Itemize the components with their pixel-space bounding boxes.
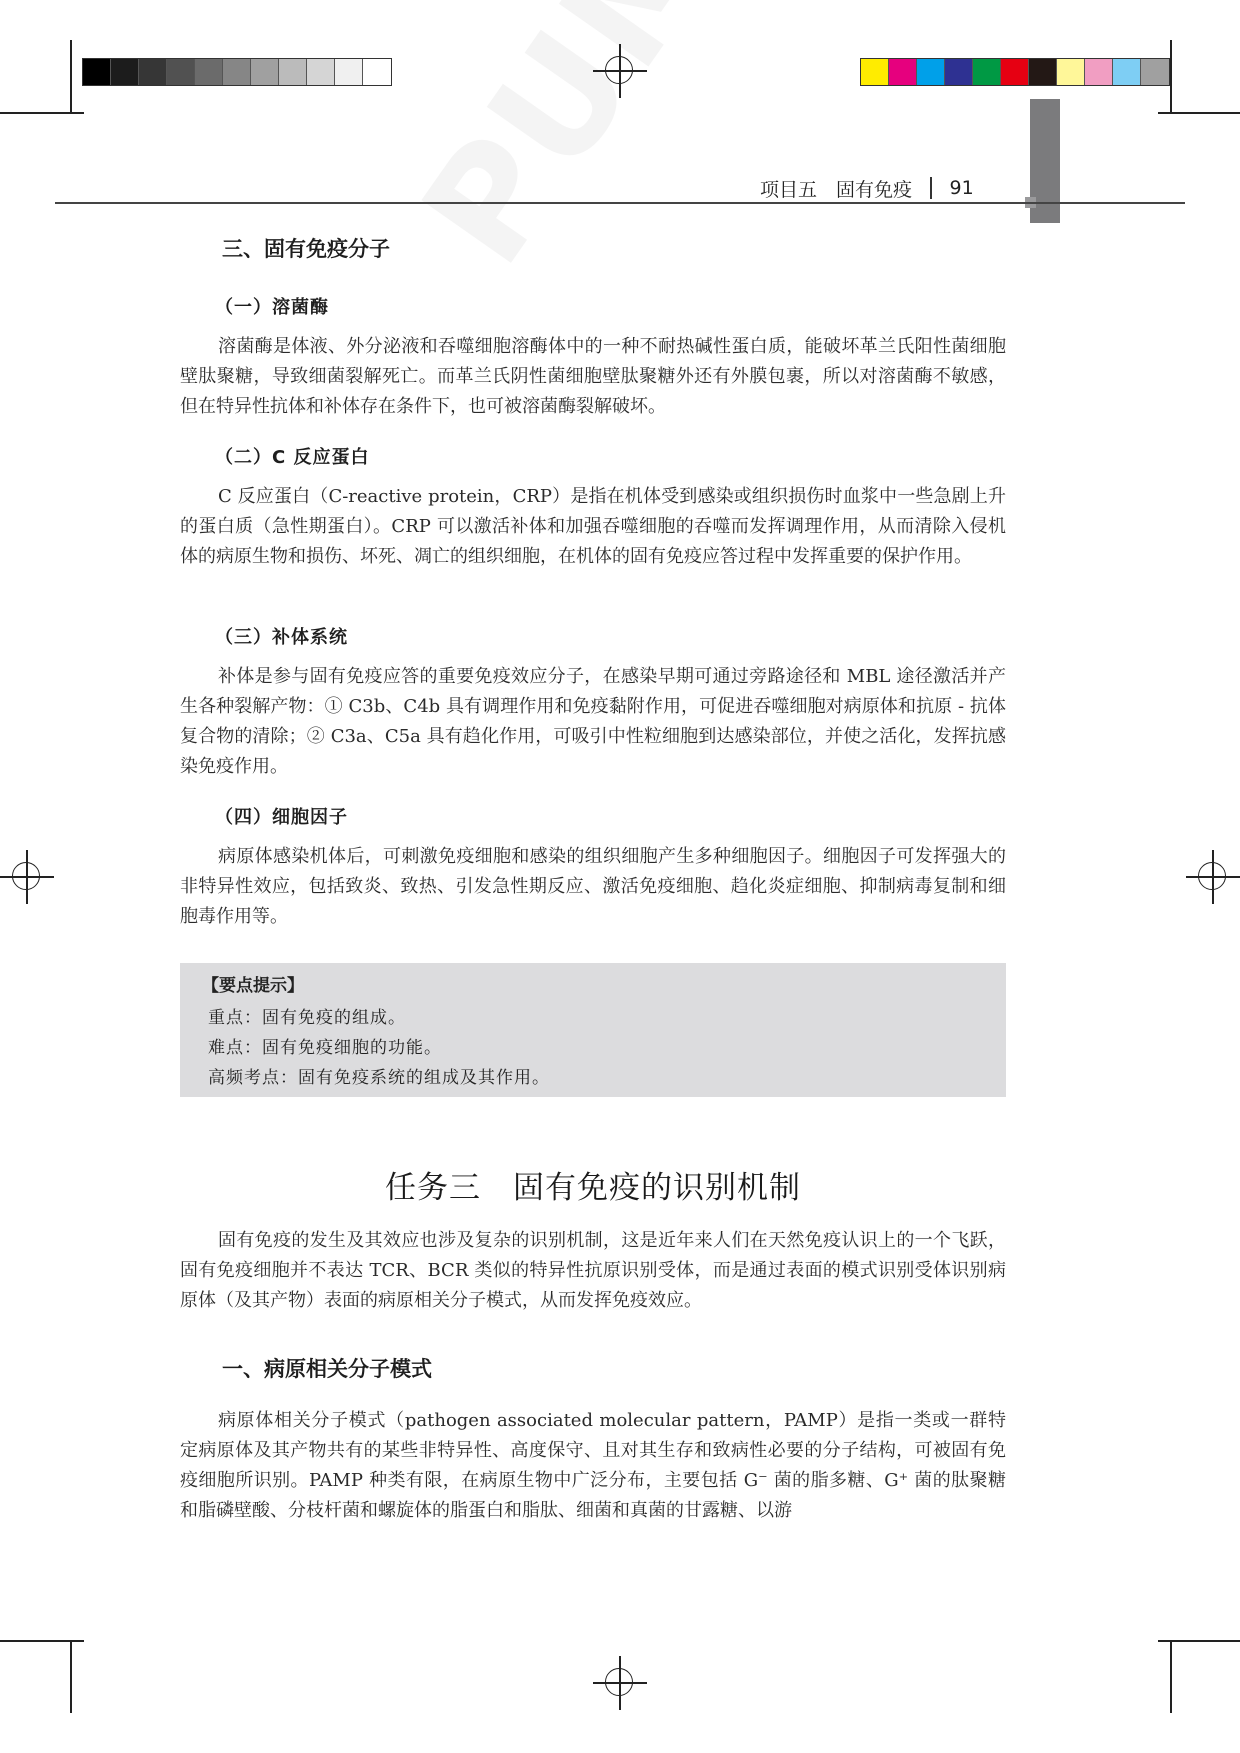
- key-point-exam: 高频考点：固有免疫系统的组成及其作用。: [208, 1068, 550, 1088]
- color-swatch-1: [861, 59, 889, 85]
- color-swatch-11: [1141, 59, 1169, 85]
- gray-swatch-1: [83, 59, 111, 85]
- paragraph-cytokines: 病原体感染机体后，可刺激免疫细胞和感染的组织细胞产生多种细胞因子。细胞因子可发挥强大的非特异性效应，包括致炎、致热、引发急性期反应、激活免疫细胞、趋化炎症细胞、抑制病毒复制和细胞毒作用等。: [180, 846, 1006, 927]
- gray-swatch-8: [279, 59, 307, 85]
- paragraph-lysozyme: 溶菌酶是体液、外分泌液和吞噬细胞溶酶体中的一种不耐热碱性蛋白质，能破坏革兰氏阳性菌细胞壁肽聚糖，导致细菌裂解死亡。而革兰氏阴性菌细胞壁肽聚糖外还有外膜包裹，所以对溶菌酶不敏感，但在特异性抗体和补体存在条件下，也可被溶菌酶裂解破坏。: [180, 336, 1006, 417]
- registration-mark-right: [1186, 850, 1240, 904]
- color-swatch-8: [1057, 59, 1085, 85]
- paragraph-task-intro: 固有免疫的发生及其效应也涉及复杂的识别机制，这是近年来人们在天然免疫认识上的一个飞跃，固有免疫细胞并不表达 TCR、BCR 类似的特异性抗原识别受体，而是通过表面的模式识别受体识别病原体（及其产物）表面的病原相关分子模式，从而发挥免疫效应。: [180, 1230, 1006, 1311]
- subsection-title-lysozyme: （一）溶菌酶: [215, 297, 329, 318]
- color-swatch-7: [1029, 59, 1057, 85]
- key-points-title: 【要点提示】: [202, 976, 304, 996]
- color-swatch-6: [1001, 59, 1029, 85]
- subsection-title-complement: （三）补体系统: [215, 627, 348, 648]
- key-points-box: [180, 963, 1006, 1097]
- key-point-focus: 重点：固有免疫的组成。: [208, 1008, 406, 1028]
- paragraph-pamp: 病原体相关分子模式（pathogen associated molecular pattern，PAMP）是指一类或一群特定病原体及其产物共有的某些非特异性、高度保守、且对其生存和致病性必要的分子结构，可被固有免疫细胞所识别。PAMP 种类有限，在病原生物中广泛分布，主要包括 G⁻ 菌的脂多糖、G⁺ 菌的肽聚糖和脂磷壁酸、分枝杆菌和螺旋体的脂蛋白和脂肽、细菌和真菌的甘露糖、以游: [180, 1410, 1006, 1521]
- running-header-title: 项目五 固有免疫: [760, 178, 913, 201]
- color-swatch-3: [917, 59, 945, 85]
- gray-swatch-7: [251, 59, 279, 85]
- gray-swatch-3: [139, 59, 167, 85]
- color-swatch-5: [973, 59, 1001, 85]
- grayscale-swatch-bar: [82, 58, 392, 86]
- task-title: 任务三 固有免疫的识别机制: [385, 1170, 801, 1206]
- subsection-title-cytokines: （四）细胞因子: [215, 807, 348, 828]
- section-title-immune-molecules: 三、固有免疫分子: [222, 236, 390, 261]
- watermark: [390, 0, 823, 295]
- color-swatch-9: [1085, 59, 1113, 85]
- section-title-pamp: 一、病原相关分子模式: [222, 1356, 432, 1381]
- gray-swatch-6: [223, 59, 251, 85]
- gray-swatch-5: [195, 59, 223, 85]
- subsection-title-crp: （二）C 反应蛋白: [215, 447, 370, 468]
- paragraph-complement: 补体是参与固有免疫应答的重要免疫效应分子，在感染早期可通过旁路途径和 MBL 途径激活并产生各种裂解产物：① C3b、C4b 具有调理作用和免疫黏附作用，可促进吞噬细胞对病原体和抗原 - 抗体复合物的清除；② C3a、C5a 具有趋化作用，可吸引中性粒细胞到达感染部位，并使之活化，发挥抗感染免疫作用。: [180, 666, 1006, 777]
- color-swatch-bar: [860, 58, 1170, 86]
- registration-mark-bottom: [593, 1656, 647, 1710]
- key-point-difficulty: 难点：固有免疫细胞的功能。: [208, 1038, 442, 1058]
- header-separator: [930, 177, 932, 199]
- running-header: [760, 173, 1010, 203]
- color-swatch-10: [1113, 59, 1141, 85]
- registration-mark-left: [0, 850, 54, 904]
- gray-swatch-9: [307, 59, 335, 85]
- page-number: 91: [949, 177, 974, 199]
- gray-swatch-4: [167, 59, 195, 85]
- paragraph-crp: C 反应蛋白（C-reactive protein，CRP）是指在机体受到感染或组织损伤时血浆中一些急剧上升的蛋白质（急性期蛋白）。CRP 可以激活补体和加强吞噬细胞的吞噬而发挥调理作用，从而清除入侵机体的病原生物和损伤、坏死、凋亡的组织细胞，在机体的固有免疫应答过程中发挥重要的保护作用。: [180, 486, 1006, 567]
- gray-swatch-10: [335, 59, 363, 85]
- color-swatch-2: [889, 59, 917, 85]
- gray-swatch-11: [363, 59, 391, 85]
- header-rule: [55, 202, 1185, 204]
- gray-swatch-2: [111, 59, 139, 85]
- color-swatch-4: [945, 59, 973, 85]
